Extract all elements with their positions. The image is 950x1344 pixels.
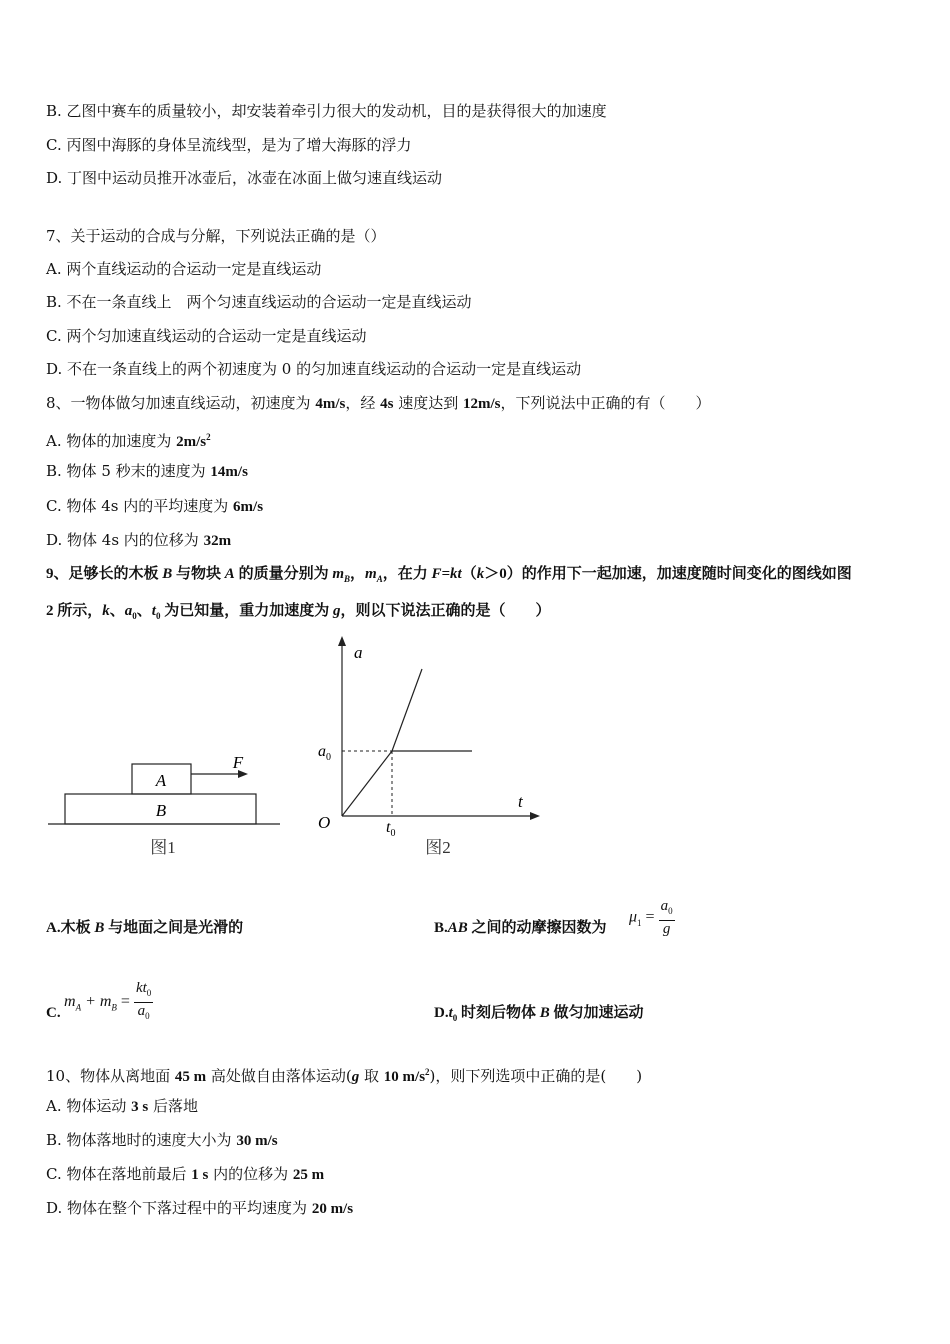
label-f: F	[232, 753, 244, 772]
figure-2-graph	[310, 632, 550, 864]
q10-option-d: D. 物体在整个下落过程中的平均速度为 20 m/s	[46, 1199, 354, 1217]
q7-option-b: B. 不在一条直线上 两个匀速直线运动的合运动一定是直线运动	[46, 293, 472, 311]
figure-2-caption: 图2	[425, 838, 451, 857]
q9-stem-line2: 2 所示，k、$a_0$、$t_0$ 为已知量，重力加速度为 g，则以下说法正确的是（ ）	[46, 603, 551, 621]
q8-option-b: B. 物体 5 秒末的速度为 14m/s	[46, 462, 248, 480]
q8-option-c: C. 物体 4s 内的平均速度为 6m/s	[46, 497, 264, 515]
q9-option-d: $D.t_0$ 时刻后物体 B 做匀加速运动	[434, 1005, 644, 1023]
q8-stem: 8、一物体做匀加速直线运动，初速度为 4m/s，经 4s 速度达到 12m/s，下列说法中正确的有（ ）	[46, 394, 711, 412]
q9-option-b: B.AB 之间的动摩擦因数为	[434, 920, 607, 936]
q6-option-d: D. 丁图中运动员推开冰壶后，冰壶在冰面上做匀速直线运动	[46, 169, 443, 187]
q10-option-a: A. 物体运动 3 s 后落地	[46, 1097, 199, 1115]
label-a: A	[155, 771, 167, 790]
a-axis-arrow	[338, 636, 346, 646]
figure-1-caption: 图1	[150, 838, 176, 857]
label-t0: $t_0$	[386, 819, 396, 839]
label-a-axis: a	[354, 643, 363, 662]
q9-option-a: A.木板 B 与地面之间是光滑的	[46, 920, 244, 936]
q6-option-c: C. 丙图中海豚的身体呈流线型，是为了增大海豚的浮力	[46, 136, 412, 154]
q7-option-d: D. 不在一条直线上的两个初速度为 0 的匀加速直线运动的合运动一定是直线运动	[46, 360, 582, 378]
label-a0: $a_0$	[318, 743, 331, 763]
q7-option-c: C. 两个匀加速直线运动的合运动一定是直线运动	[46, 327, 367, 345]
q10-stem: 10、物体从离地面 45 m 高处做自由落体运动(g 取 10 $m/s^2$)，则下列选项中正确的是( )	[46, 1067, 643, 1085]
t-axis-arrow	[530, 812, 540, 820]
q9-stem-line1: 9、足够长的木板 B 与物块 A 的质量分别为 $m_B$，$m_A$，在力 F=kt（k＞0）的作用下一起加速，加速度随时间变化的图线如图	[46, 566, 852, 584]
label-origin: O	[318, 813, 331, 832]
q10-option-c: C. 物体在落地前最后 1 s 内的位移为 25 m	[46, 1165, 325, 1183]
joint-acceleration-line	[342, 751, 392, 816]
block-a-acceleration-line	[392, 669, 422, 751]
q8-option-a: A. 物体的加速度为 $2m/s^2$	[46, 432, 211, 450]
q9-option-c-label: C.	[46, 1005, 61, 1021]
q6-option-b: B. 乙图中赛车的质量较小，却安装着牵引力很大的发动机，目的是获得很大的加速度	[46, 102, 607, 120]
q9-option-c-formula: $m_A + m_B$ = $\frac{kt_0}{a_0}$	[64, 980, 152, 1021]
q9-option-b-formula: $\mu_1$ = $\frac{a_0}{g}$	[629, 898, 673, 937]
figure-1-blocks	[40, 740, 290, 865]
q7-stem: 7、关于运动的合成与分解，下列说法正确的是（）	[46, 227, 386, 245]
q10-option-b: B. 物体落地时的速度大小为 30 m/s	[46, 1131, 278, 1149]
q8-option-d: D. 物体 4s 内的位移为 32m	[46, 531, 232, 549]
q7-option-a: A. 两个直线运动的合运动一定是直线运动	[46, 260, 322, 278]
label-b: B	[155, 801, 167, 820]
label-t-axis: t	[518, 792, 523, 811]
